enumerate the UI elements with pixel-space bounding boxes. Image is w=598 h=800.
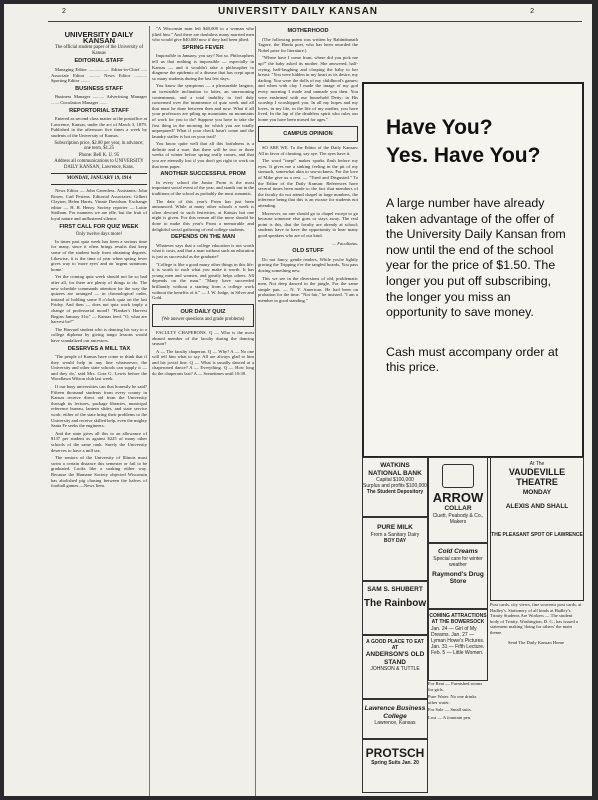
issue-date: MONDAY, JANUARY 19, 1914	[66, 176, 132, 182]
milk-who: BOY DAY	[383, 537, 407, 544]
classified-column	[428, 681, 486, 723]
page-header	[4, 4, 592, 22]
watkins-name: WATKINS NATIONAL BANK	[368, 462, 422, 477]
editorial-heading-2: DESERVES A MILL TAX	[67, 345, 131, 352]
col2-filler-5: A — The faculty chaperon. Q — Why? A — No one will tell him what to say. All are always glad to him and his jovial fine. Q — What is usually danced at a chaperoned dance? A — Everything. Q — How long do the chaperons last? A — Sometimes until 10:30.	[152, 348, 254, 377]
protsch-name: PROTSCH	[365, 746, 425, 760]
vaudeville-name: VAUDEVILLE THEATRE	[508, 467, 566, 487]
col3-text-motherhood: (The following poem was written by Rabindranath Tagore, the Hindu poet, who has been awarded the Nobel prize for literature.)	[258, 36, 358, 53]
college-name: Lawrence Business College	[364, 705, 426, 720]
column-divider-1	[149, 26, 150, 796]
business-listing-filler: Business Manager .......... Advertising Manager ....... Circulation Manager .......	[51, 94, 147, 105]
col2-filler-2: You know quite well that all this loafulness is a definite and a sure, that there will be two or three weeks of winter before spring really comes, and that you are eternally lost if you don't get right to work on that term paper.	[152, 141, 254, 169]
col3-text-old-stuff: Do not fancy, gentle readers, While you're lightly gracing the Tripping o'er the tangled boards, You pass dozing something new.	[258, 256, 358, 273]
col3-heading-campus: CAMPUS OPINION	[283, 130, 333, 137]
editorial-filler-4: And the state gives all this to an allowance of $137 per student as against $225 of many other schools of the same rank. Surely the University deserves to have a mill tax.	[51, 430, 147, 453]
business-college-ad	[362, 699, 428, 739]
arrow-collar-ad	[428, 457, 488, 543]
creams-store: Raymond's Drug Store	[432, 570, 484, 585]
shubert-name: SAM S. SHUBERT	[367, 586, 423, 593]
milk-sub: From a Sanitary Dairy	[370, 531, 420, 538]
arrow-brand: ARROW	[432, 490, 484, 505]
col2-filler-3: The date of this year's Prom has just been announced. While at many other schools a week is often devoted to such festivities, at Kansas but one night is given. For this reason all the more should be done to make this year's Prom a memorable and delightful social gathering of real college students.	[152, 198, 254, 232]
col3-heading-old-stuff: OLD STUFF	[292, 248, 324, 255]
ad-headline-1: Have You?	[386, 116, 493, 139]
editorial-filler-1: Yet the coming quiz week should not be so bad after all, for there are plenty of things to do. The new schedule commands attention for the way the quizzes are arranged — in chronological order, instead of holding some 8 o'clock quiz on the last Friday. And then — does not quiz work imply a change of professorial mood? "Flanker's Harvest Begins January 31st" — Kansas feed. "O, what are harvest be?"	[51, 274, 147, 325]
col2-filler-1: You know the symptoms — a pleasurable languor, an irresistible inclination to loiter, an unreasoning contentment, and a total inability to feel duly concerned over the imminence of quiz week and all that must be done between then and now. What if all your professors are piling up mountains on mountains of work for you to do? Suppose you have to take the first thing in the morning for which you are totally unprepared? What if your check hasn't come and the laundry staffer is hot on your trail?	[152, 83, 254, 139]
subscription-offer-ad	[362, 82, 584, 458]
col2-heading-prom: ANOTHER SUCCESSFUL PROM	[160, 171, 246, 178]
col2-filler-4: "College is like a good many other things in this life: it is worth to each what you make it worth. It has young men and women, and greatly helps others. All depends on the man." "Many have succeeded brilliantly without a starting from a college work without the benefits of it." — J. W. Judge, in Silver and Gold.	[152, 261, 254, 301]
masthead-subtitle: The official student paper of the University of Kansas	[54, 45, 144, 56]
watkins-tag: The Student Depository	[366, 489, 424, 495]
protsch-offer: Spring Suits Jan. 20	[371, 760, 419, 766]
editorial-filler-5: The seniors of the University of Illinois must swim a certain distance this semester or fail to be graduated. Looks like a soaking either way. Because the Humane Society objected Wisconsin has abolished pig chasing between the halves of football games.—News Item.	[51, 455, 147, 489]
watkins-surplus: Surplus and profits $100,000	[363, 483, 427, 489]
col3-poem: "Where have I come from, where did you pick me up?" the baby asked its mother. She answered, half-crying, half-laughing and clasping the baby to her breast: "You were hidden in my heart as its desire, my darling. You were the dolls of my childhood's games; and when with clay I made the image of my god every morning I made and unmade you then. You were enshrined with our household Deity; in His worship I worshipped you. In all my hopes and my loves, in my life, in the life of my mother, you have lived. In the lap of the deathless spirit who rules our home you have been nursed for ages."	[258, 55, 358, 122]
daily-quiz-box	[152, 304, 254, 327]
business-staff-heading: BUSINESS STAFF	[75, 85, 123, 92]
col2-text-quiz: FACULTY CHAPERONS. Q — Who is the most abused member of the faculty during the dancing season?	[152, 329, 254, 347]
bowersock-ad	[428, 609, 488, 681]
cold-creams-ad	[428, 543, 488, 609]
classified-3: For Sale — Small suits.	[428, 707, 472, 713]
editorial-text-1: In times past quiz week has been a serious time for many, since it often brings results that keep some of the student body from obtaining degrees. Likewise, it is the time of year when spring fever gives way to 'more eyes' and an 'urgent summons home.'	[51, 238, 147, 272]
col2-heading-depends: DEPENDS ON THE MAN	[170, 234, 236, 241]
send-kansan-home: Send The Daily Kansan Home	[507, 639, 565, 645]
page-number-right: 2	[530, 8, 534, 15]
page-header-title: UNIVERSITY DAILY KANSAN	[217, 6, 379, 17]
anderson-name: ANDERSON'S OLD STAND	[365, 651, 425, 666]
editorial-filler-2: The Harvard student who is dancing his way to a college diploma by giving tango lessons would have scandalized our ancestors.	[51, 326, 147, 343]
vaudeville-at: At The	[529, 461, 545, 467]
protsch-ad	[362, 739, 428, 793]
col3-filler-2: Moreover, no one should go to chapel except to go because someone else goes or stays away. The real point is this, that the faculty are already at school; students have to have the opportunity to hear many good speakers who are of our kind.	[258, 210, 358, 238]
col2-heading-quiz: OUR DAILY QUIZ	[180, 308, 226, 315]
reportorial-staff-heading: REPORTORIAL STAFF	[69, 107, 129, 114]
vaudeville-show: THE PLEASANT SPOT OF LAWRENCE	[491, 532, 583, 538]
editorial-heading-1: FIRST CALL FOR QUIZ WEEK	[59, 223, 139, 230]
reportorial-listing-filler: Entered as second class matter at the postoffice at Lawrence, Kansas, under the act of March 3, 1879. Published in the afternoon five times a week by students of the University of Kansas.	[51, 116, 147, 138]
editorial-sub-1: Only twelve days more!	[75, 232, 123, 238]
campus-opinion-box	[258, 126, 358, 143]
column-two	[152, 26, 254, 796]
creams-sub: Special care for winter weather	[433, 555, 483, 568]
column-masthead	[51, 26, 147, 796]
editorial-filler-3: If our busy universities can that honestly be said? Fifteen thousand students from every county in Kansas receive direct aid from the University through its lectures, package libraries, municipal reference bureau, lantern slides, and state service work; either of the state bring their problems to the University and receive skilled help, even the mighty Santa Fe seeks the engineers.	[51, 384, 147, 429]
arrow-sub: Cluett, Peabody & Co., Makers	[432, 512, 484, 525]
college-city: Lawrence, Kansas	[374, 720, 416, 726]
col2-intro-filler: "A Wisconsin man left $40,000 to a woman who jilted him." And there are doubtless many married men who would give $40,000 now if they had been jilted.	[152, 26, 254, 43]
col2-heading-spring-fever: SPRING FEVER	[182, 44, 224, 51]
side-notices	[490, 602, 582, 796]
quiz-subtitle: (We answer questions and grade problems)	[161, 317, 245, 323]
watkins-capital: Capital $100,000	[376, 477, 414, 483]
staff-listing-filler: Managing Editor .................. Editor-in-Chief ..... Associate Editor .......... News Editor ........... Sporting Editor ........	[51, 66, 147, 84]
milk-title: PURE MILK	[377, 524, 413, 531]
col2-text-prom: In every school the Junior Prom is the most important social event of the year, and stands out in the traditions of the school as probably the most romantic.	[152, 179, 254, 197]
masthead-note-filler: News Editor — John Greenless. Assistants: John Rosen, Carl Pestens. Editorial Associates: Gilbert Clayton, Helen Harris, Vinnie Davidson. Exchange editor — H. R. Henry. Society reporter — Lottie Stidham. For manners we are idle, but the fruit of loyal nature and unflustered silence.	[51, 188, 147, 222]
col3-filler-1: The word "inept" makes sparks flash before my eyes. It gives me a sinking feeling in the pit of my stomach, somewhat akin to sea-sickness. For the love of Mike give us a rest. — "Tired and Disgusted." To the Editor of the Daily Kansan: References have several times been made to the fact that members of the faculty do not attend chapel in large numbers, the inference being that this is an excuse for students not attending.	[258, 158, 358, 209]
col3-filler-3: This we see in the diversions of old, problematic men, Not deep danced in the jungle, For the same simple pan. — N. Y. American. He had been on probation for the time. "Not fair," he insisted. "I am a member in good standing."	[258, 275, 358, 303]
vaudeville-day: MONDAY	[522, 489, 552, 496]
collar-illustration	[442, 464, 474, 488]
newspaper-page	[4, 4, 592, 796]
anderson-names: JOHNSON & TUTTLE	[370, 666, 420, 672]
shubert-title: The Rainbow	[363, 597, 427, 609]
header-divider	[48, 21, 582, 22]
classified-2: Pure Water. No one drinks other water.	[428, 694, 477, 705]
anderson-ad	[362, 635, 428, 699]
vaudeville-theatre-ad	[490, 457, 584, 601]
editorial-staff-heading: EDITORIAL STAFF	[74, 58, 124, 65]
creams-title: Cold Creams	[437, 548, 479, 555]
shubert-ad	[362, 581, 428, 635]
watkins-bank-ad	[362, 457, 428, 517]
bowersock-title: COMING ATTRACTIONS AT THE BOWERSOCK	[429, 613, 487, 625]
arrow-product: COLLAR	[444, 505, 472, 512]
col3-signature: — Facultatus.	[331, 240, 358, 246]
col2-text-depends: Whatever says that a college education is not worth what it costs, and that a man without such an education is just as successful as the graduate?	[152, 242, 254, 259]
pure-milk-ad	[362, 517, 428, 581]
col3-text-campus: SO ARE WE. To the Editor of the Daily Kansan: All in favor of cheating, say aye. The ayes have it.	[258, 145, 358, 156]
ad-footer-text: Cash must accompany order at this price.	[386, 344, 559, 375]
subscription-price: Subscription price, $2.00 per year, in advance; one term, $1.25	[54, 140, 144, 152]
column-divider-2	[255, 26, 256, 796]
column-three	[258, 26, 358, 796]
ad-headline-2: Yes. Have You?	[386, 144, 541, 167]
bowersock-listing: Jan. 24 — Girl of My Dreams. Jan. 27 — Lyman Howe's Pictures. Jan. 31 — Fifth Lecture. Feb. 5 — Little Women.	[431, 626, 485, 656]
classified-4: Lost — A fountain pen.	[428, 714, 472, 720]
masthead-title: UNIVERSITY DAILY KANSAN	[64, 30, 134, 45]
col3-heading-motherhood: MOTHERHOOD	[287, 28, 329, 34]
editorial-text-2: 'The people of Kansas have come to think that if they would help in any line whatsoever, the University and other state schools can supply it — and they do,' said Mrs. Cora G. Lewis before the Woodlawn Wilson club last week.	[51, 354, 147, 382]
vaudeville-headline: ALEXIS AND SHALL	[505, 502, 569, 510]
mailing-address: Address all communications to UNIVERSITY DAILY KANSAN, Lawrence, Kans.	[54, 159, 144, 170]
anderson-title: A GOOD PLACE TO EAT AT	[366, 639, 424, 651]
phone-number: Phone: Bell K. U. 95	[78, 152, 120, 158]
side-notice-filler: Post cards, city views, fine souvenir post cards, at Hadley's. Stationery of all kinds at Hadley's. Trinity Students Are Workers — The student body of Trinity, Washington, D. C., has issued a statement making 'doing for others' the main theme.	[490, 602, 582, 635]
classified-1: For Rent — Furnished rooms for girls.	[428, 681, 483, 692]
ad-body-text: A large number have already taken advantage of the offer of the University Daily Kansan from now until the end of the school year for the price of $1.50. The longer you put off subscribing, the longer you miss an opportunity to save money.	[386, 196, 566, 320]
page-number-left: 2	[62, 8, 66, 15]
col2-text-spring-fever: Impossible in January, you say? Not so. Philosophers tell us that nothing is impossible — especially in Kansas — and it wouldn't take a philosopher to diagnose the epidemic of a disease that has crept upon so many students during the last few days.	[152, 53, 254, 81]
